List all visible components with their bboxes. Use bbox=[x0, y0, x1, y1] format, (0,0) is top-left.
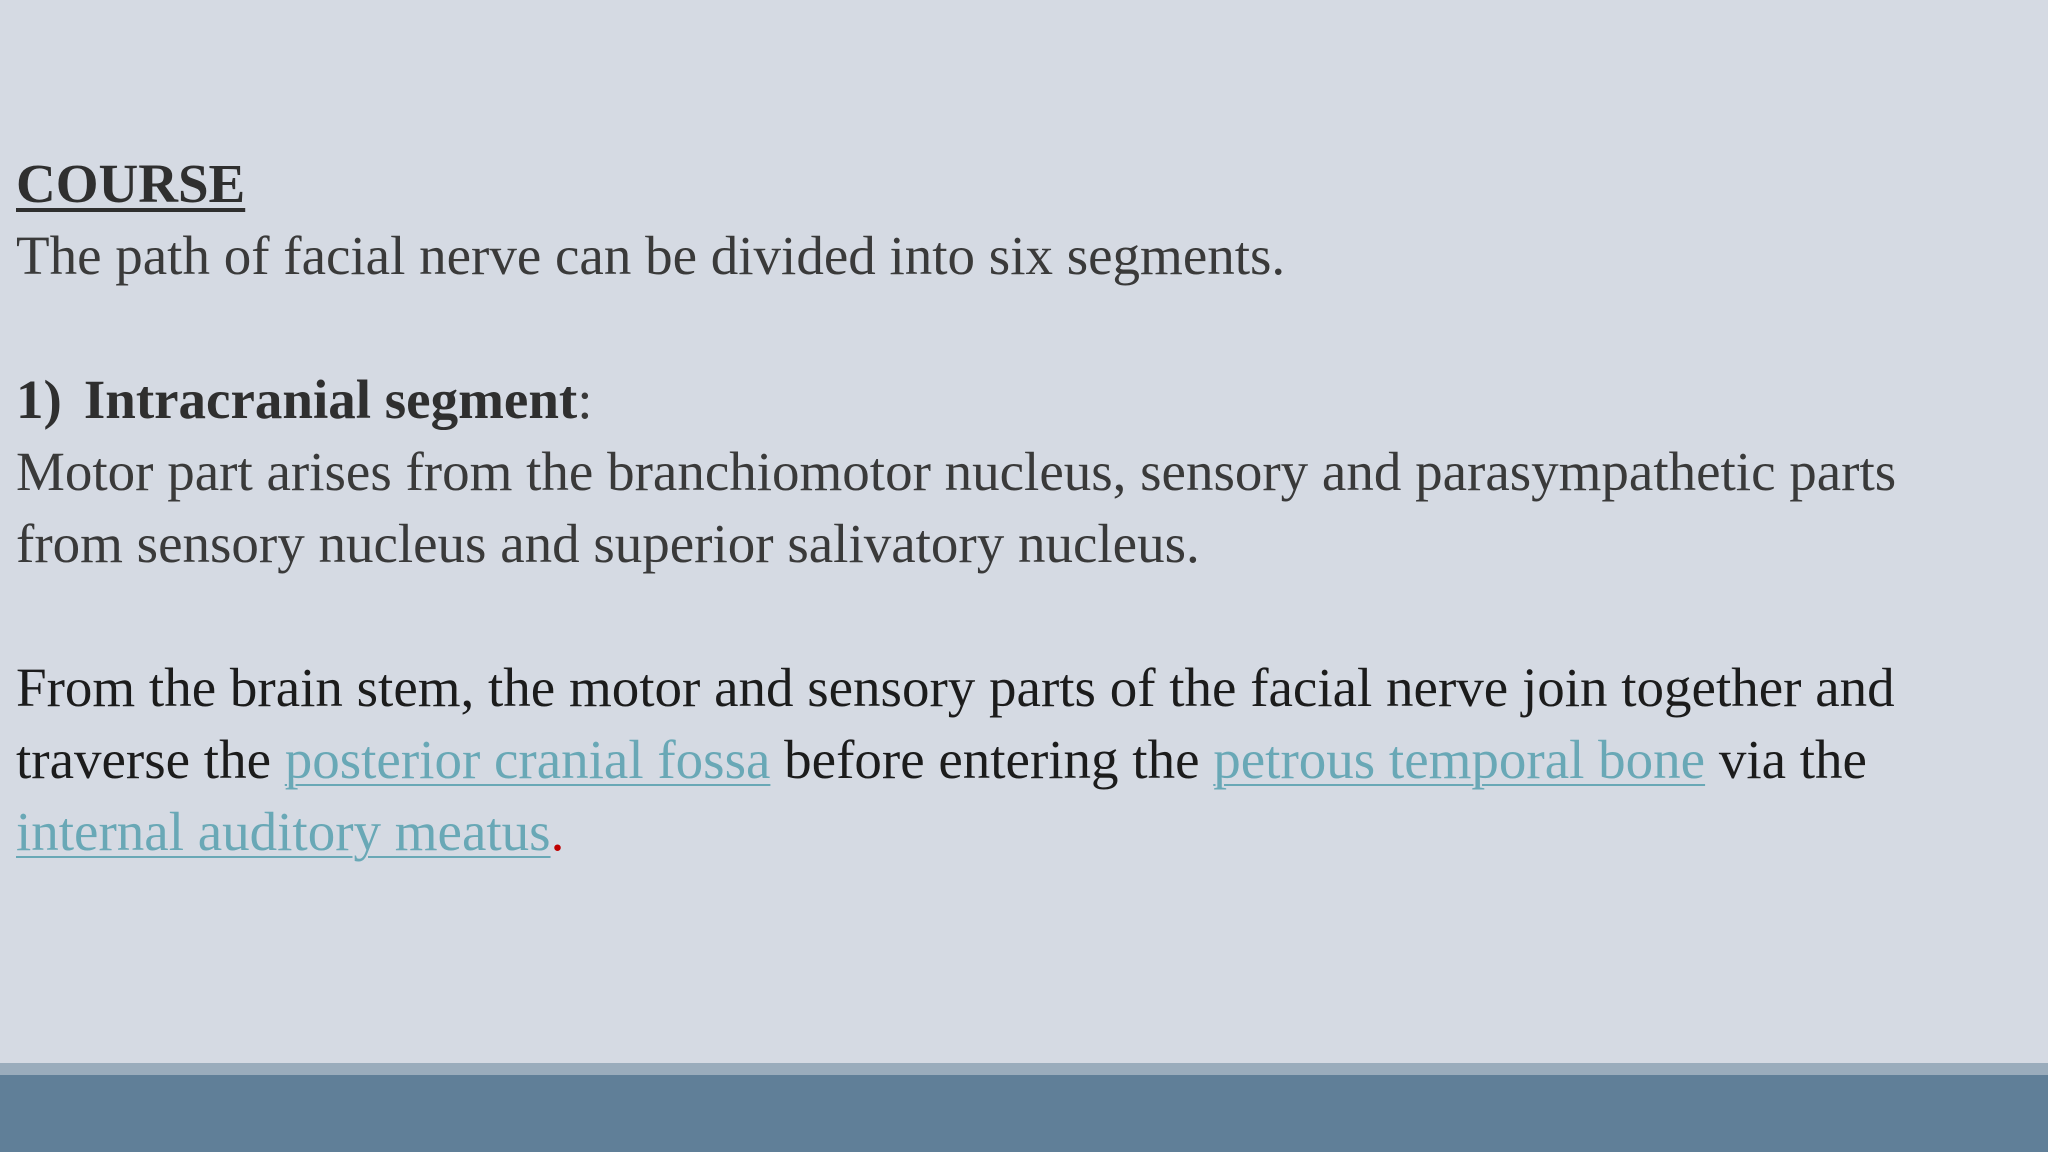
paragraph-origin: Motor part arises from the branchiomotor nucleus, sensory and parasympathetic parts from sensory nucleus and superior salivatory nucleus. bbox=[16, 441, 1897, 574]
link-internal-auditory-meatus[interactable]: internal auditory meatus bbox=[16, 801, 551, 862]
segment-number: 1) bbox=[16, 369, 62, 430]
course-text-3: via the bbox=[1705, 729, 1867, 790]
spacer bbox=[16, 292, 2016, 364]
spacer bbox=[16, 580, 2016, 652]
segment-colon: : bbox=[577, 369, 593, 430]
link-petrous-temporal-bone[interactable]: petrous temporal bone bbox=[1213, 729, 1706, 790]
footer-bar bbox=[0, 1075, 2048, 1152]
slide-heading: COURSE bbox=[16, 153, 246, 214]
footer-divider bbox=[0, 1063, 2048, 1075]
paragraph-course bbox=[16, 652, 2016, 868]
segment-title: Intracranial segment bbox=[83, 369, 578, 430]
segment-heading bbox=[16, 364, 2016, 436]
course-text-2: before entering the bbox=[770, 729, 1214, 790]
course-period: . bbox=[550, 801, 565, 862]
link-posterior-cranial-fossa[interactable]: posterior cranial fossa bbox=[284, 729, 771, 790]
course-text-1: From the brain stem, the motor and sensory parts of the facial nerve join together and traverse the bbox=[16, 657, 1895, 790]
intro-text: The path of facial nerve can be divided into six segments. bbox=[16, 225, 1286, 286]
slide-content bbox=[16, 148, 2016, 868]
